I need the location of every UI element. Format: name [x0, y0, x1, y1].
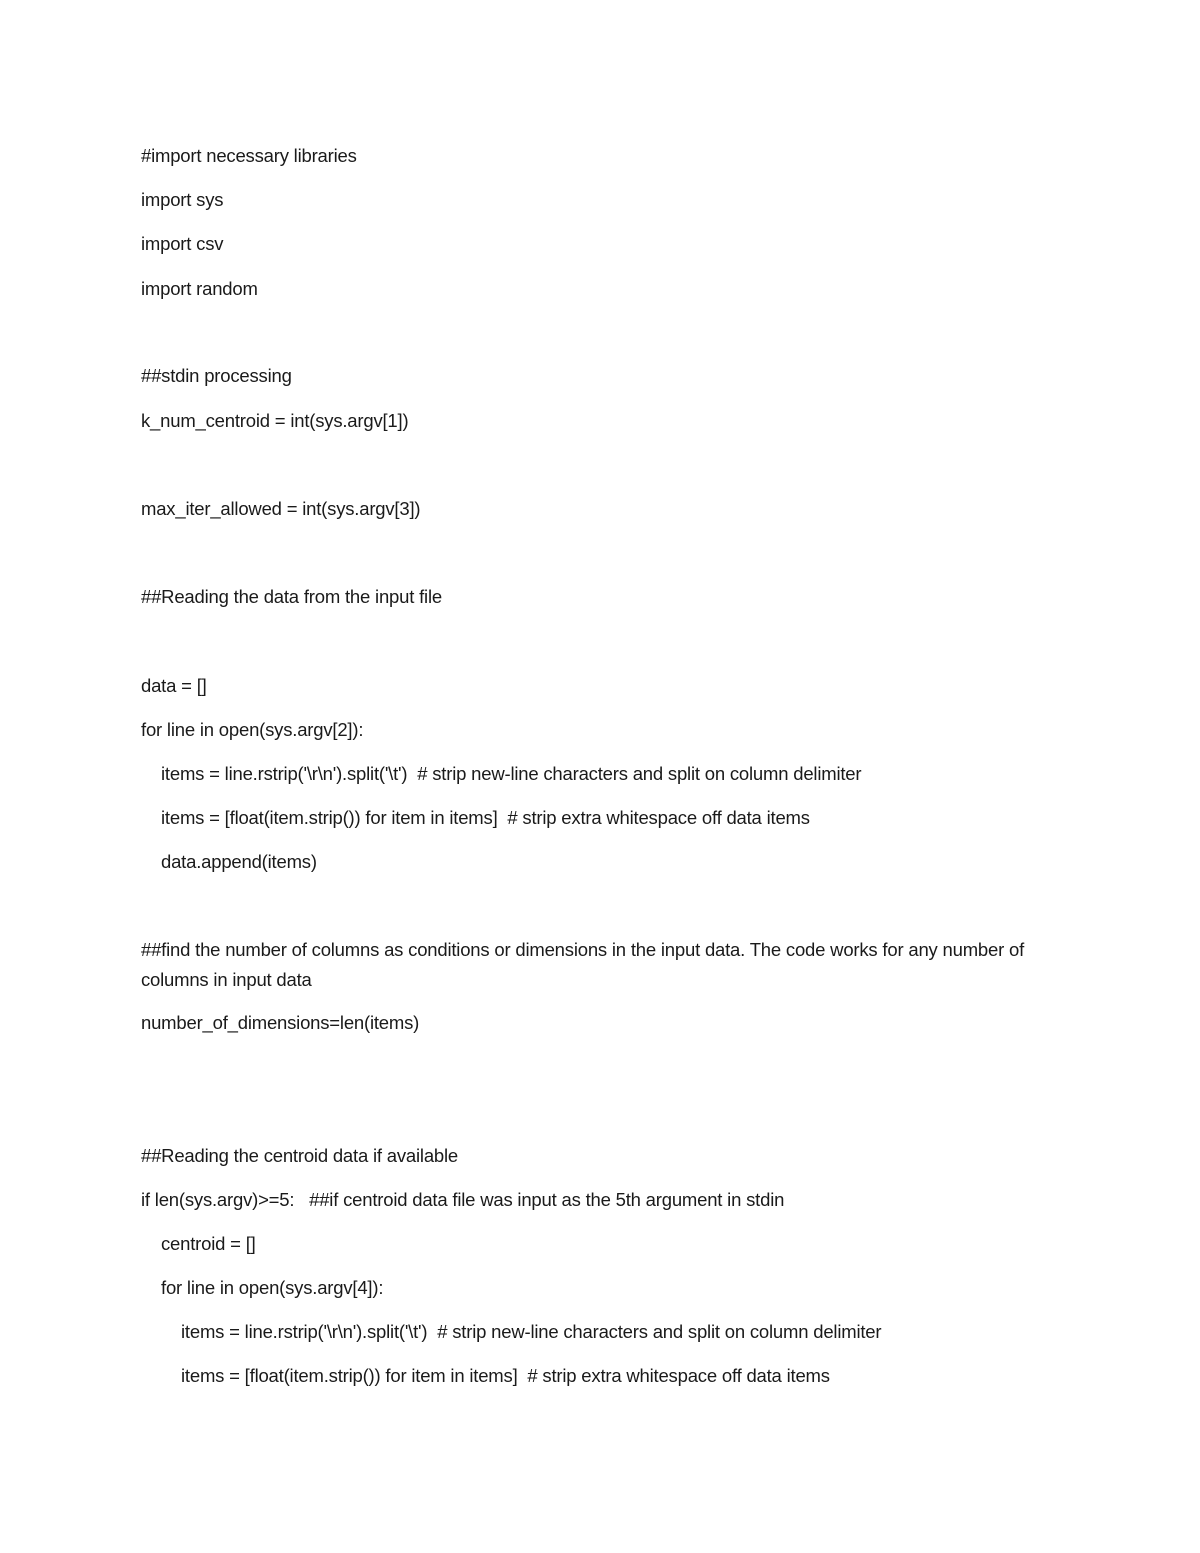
code-line: ##find the number of columns as conditions or dimensions in the input data. The code works for any number of columns in input data [141, 939, 1025, 990]
code-line: items = line.rstrip('\r\n').split('\t') # strip new-line characters and split on column delimiter [181, 1321, 882, 1342]
code-line: import random [141, 278, 258, 299]
code-line: data = [] [141, 675, 207, 696]
code-line: centroid = [] [161, 1233, 256, 1254]
code-line: ##Reading the data from the input file [141, 586, 442, 607]
code-line: data.append(items) [161, 851, 317, 872]
code-line: import csv [141, 233, 224, 254]
code-line: if len(sys.argv)>=5: ##if centroid data file was input as the 5th argument in stdin [141, 1189, 785, 1210]
code-line: import sys [141, 189, 224, 210]
code-line: items = [float(item.strip()) for item in items] # strip extra whitespace off data items [161, 807, 810, 828]
code-line: for line in open(sys.argv[4]): [161, 1277, 384, 1298]
code-line: ##stdin processing [141, 365, 292, 386]
code-line: k_num_centroid = int(sys.argv[1]) [141, 410, 409, 431]
code-line: max_iter_allowed = int(sys.argv[3]) [141, 498, 421, 519]
code-line: items = [float(item.strip()) for item in items] # strip extra whitespace off data items [181, 1365, 830, 1386]
code-line: #import necessary libraries [141, 145, 357, 166]
code-line: items = line.rstrip('\r\n').split('\t') # strip new-line characters and split on column delimiter [161, 763, 862, 784]
code-line: number_of_dimensions=len(items) [141, 1012, 420, 1033]
code-line: ##Reading the centroid data if available [141, 1145, 459, 1166]
code-line: for line in open(sys.argv[2]): [141, 719, 364, 740]
